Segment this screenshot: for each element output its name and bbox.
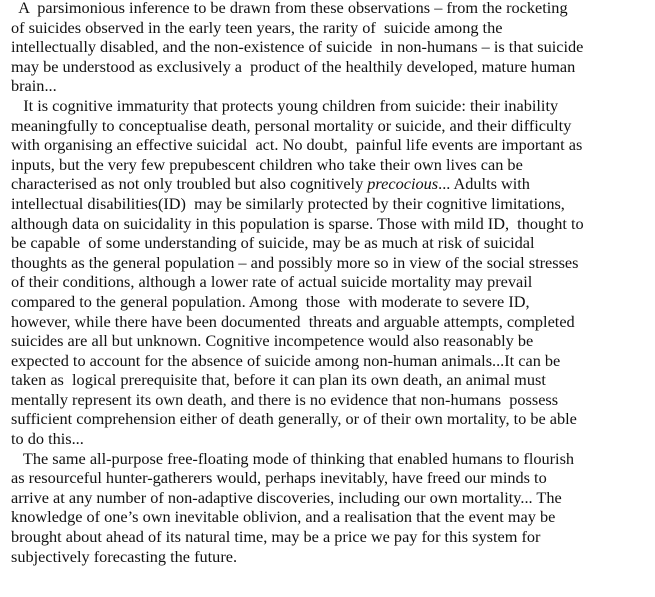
text-line: with organising an effective suicidal act. No doubt, painful life events are important as bbox=[11, 135, 583, 155]
text-line: It is cognitive immaturity that protects young children from suicide: their inability bbox=[11, 95, 559, 115]
text-line: expected to account for the absence of suicide among non-human animals...It can be bbox=[11, 350, 561, 370]
text-line bbox=[11, 174, 651, 194]
text-line: A parsimonious inference to be drawn from these observations – from the rocketing bbox=[11, 0, 568, 17]
text-line: inputs, but the very few prepubescent children who take their own lives can be bbox=[11, 154, 523, 174]
paragraph-1 bbox=[11, 0, 651, 96]
text-line: thoughts as the general population – and possibly more so in view of the social stresses bbox=[11, 252, 579, 272]
text-line: to do this... bbox=[11, 429, 84, 449]
paragraph-2 bbox=[11, 96, 651, 449]
text-line: may be understood as exclusively a product of the healthily developed, mature human bbox=[11, 56, 576, 76]
text-line: taken as logical prerequisite that, before it can plan its own death, an animal must bbox=[11, 370, 546, 390]
paragraph-3 bbox=[11, 449, 651, 567]
text-line: be capable of some understanding of suicide, may be as much at risk of suicidal bbox=[11, 233, 535, 253]
text-line: intellectual disabilities(ID) may be similarly protected by their cognitive limitations, bbox=[11, 193, 565, 213]
text-line: compared to the general population. Among those with moderate to severe ID, bbox=[11, 291, 530, 311]
text-line: intellectually disabled, and the non-existence of suicide in non-humans – is that suicide bbox=[11, 37, 584, 57]
text-line: suicides are all but unknown. Cognitive incompetence would also reasonably be bbox=[11, 331, 534, 351]
text-line: although data on suicidality in this population is sparse. Those with mild ID, thought to bbox=[11, 213, 584, 233]
text-line: of suicides observed in the early teen years, the rarity of suicide among the bbox=[11, 17, 503, 37]
text-line: arrive at any number of non-adaptive discoveries, including our own mortality... The bbox=[11, 487, 562, 507]
text-line: subjectively forecasting the future. bbox=[11, 546, 238, 566]
text-line: of their conditions, although a lower rate of actual suicide mortality may prevail bbox=[11, 272, 533, 292]
text-line: as resourceful hunter-gatherers would, perhaps inevitably, have freed our minds to bbox=[11, 468, 547, 488]
text-line: meaningfully to conceptualise death, personal mortality or suicide, and their difficulty bbox=[11, 115, 572, 135]
text-line: brain... bbox=[11, 76, 57, 96]
text-line: The same all-purpose free-floating mode of thinking that enabled humans to flourish bbox=[11, 448, 575, 468]
text-line: brought about ahead of its natural time, may be a price we pay for this system for bbox=[11, 527, 541, 547]
document-body bbox=[11, 0, 651, 566]
text-segment: ... Adults with bbox=[438, 174, 530, 194]
text-line: sufficient comprehension either of death generally, or of their own mortality, to be able bbox=[11, 409, 577, 429]
italic-text: precocious bbox=[367, 174, 439, 194]
text-line: however, while there have been documented threats and arguable attempts, completed bbox=[11, 311, 575, 331]
text-line: knowledge of one’s own inevitable oblivion, and a realisation that the event may be bbox=[11, 507, 556, 527]
text-segment: characterised as not only troubled but also cognitively bbox=[11, 174, 368, 194]
text-line: mentally represent its own death, and there is no evidence that non-humans possess bbox=[11, 389, 559, 409]
